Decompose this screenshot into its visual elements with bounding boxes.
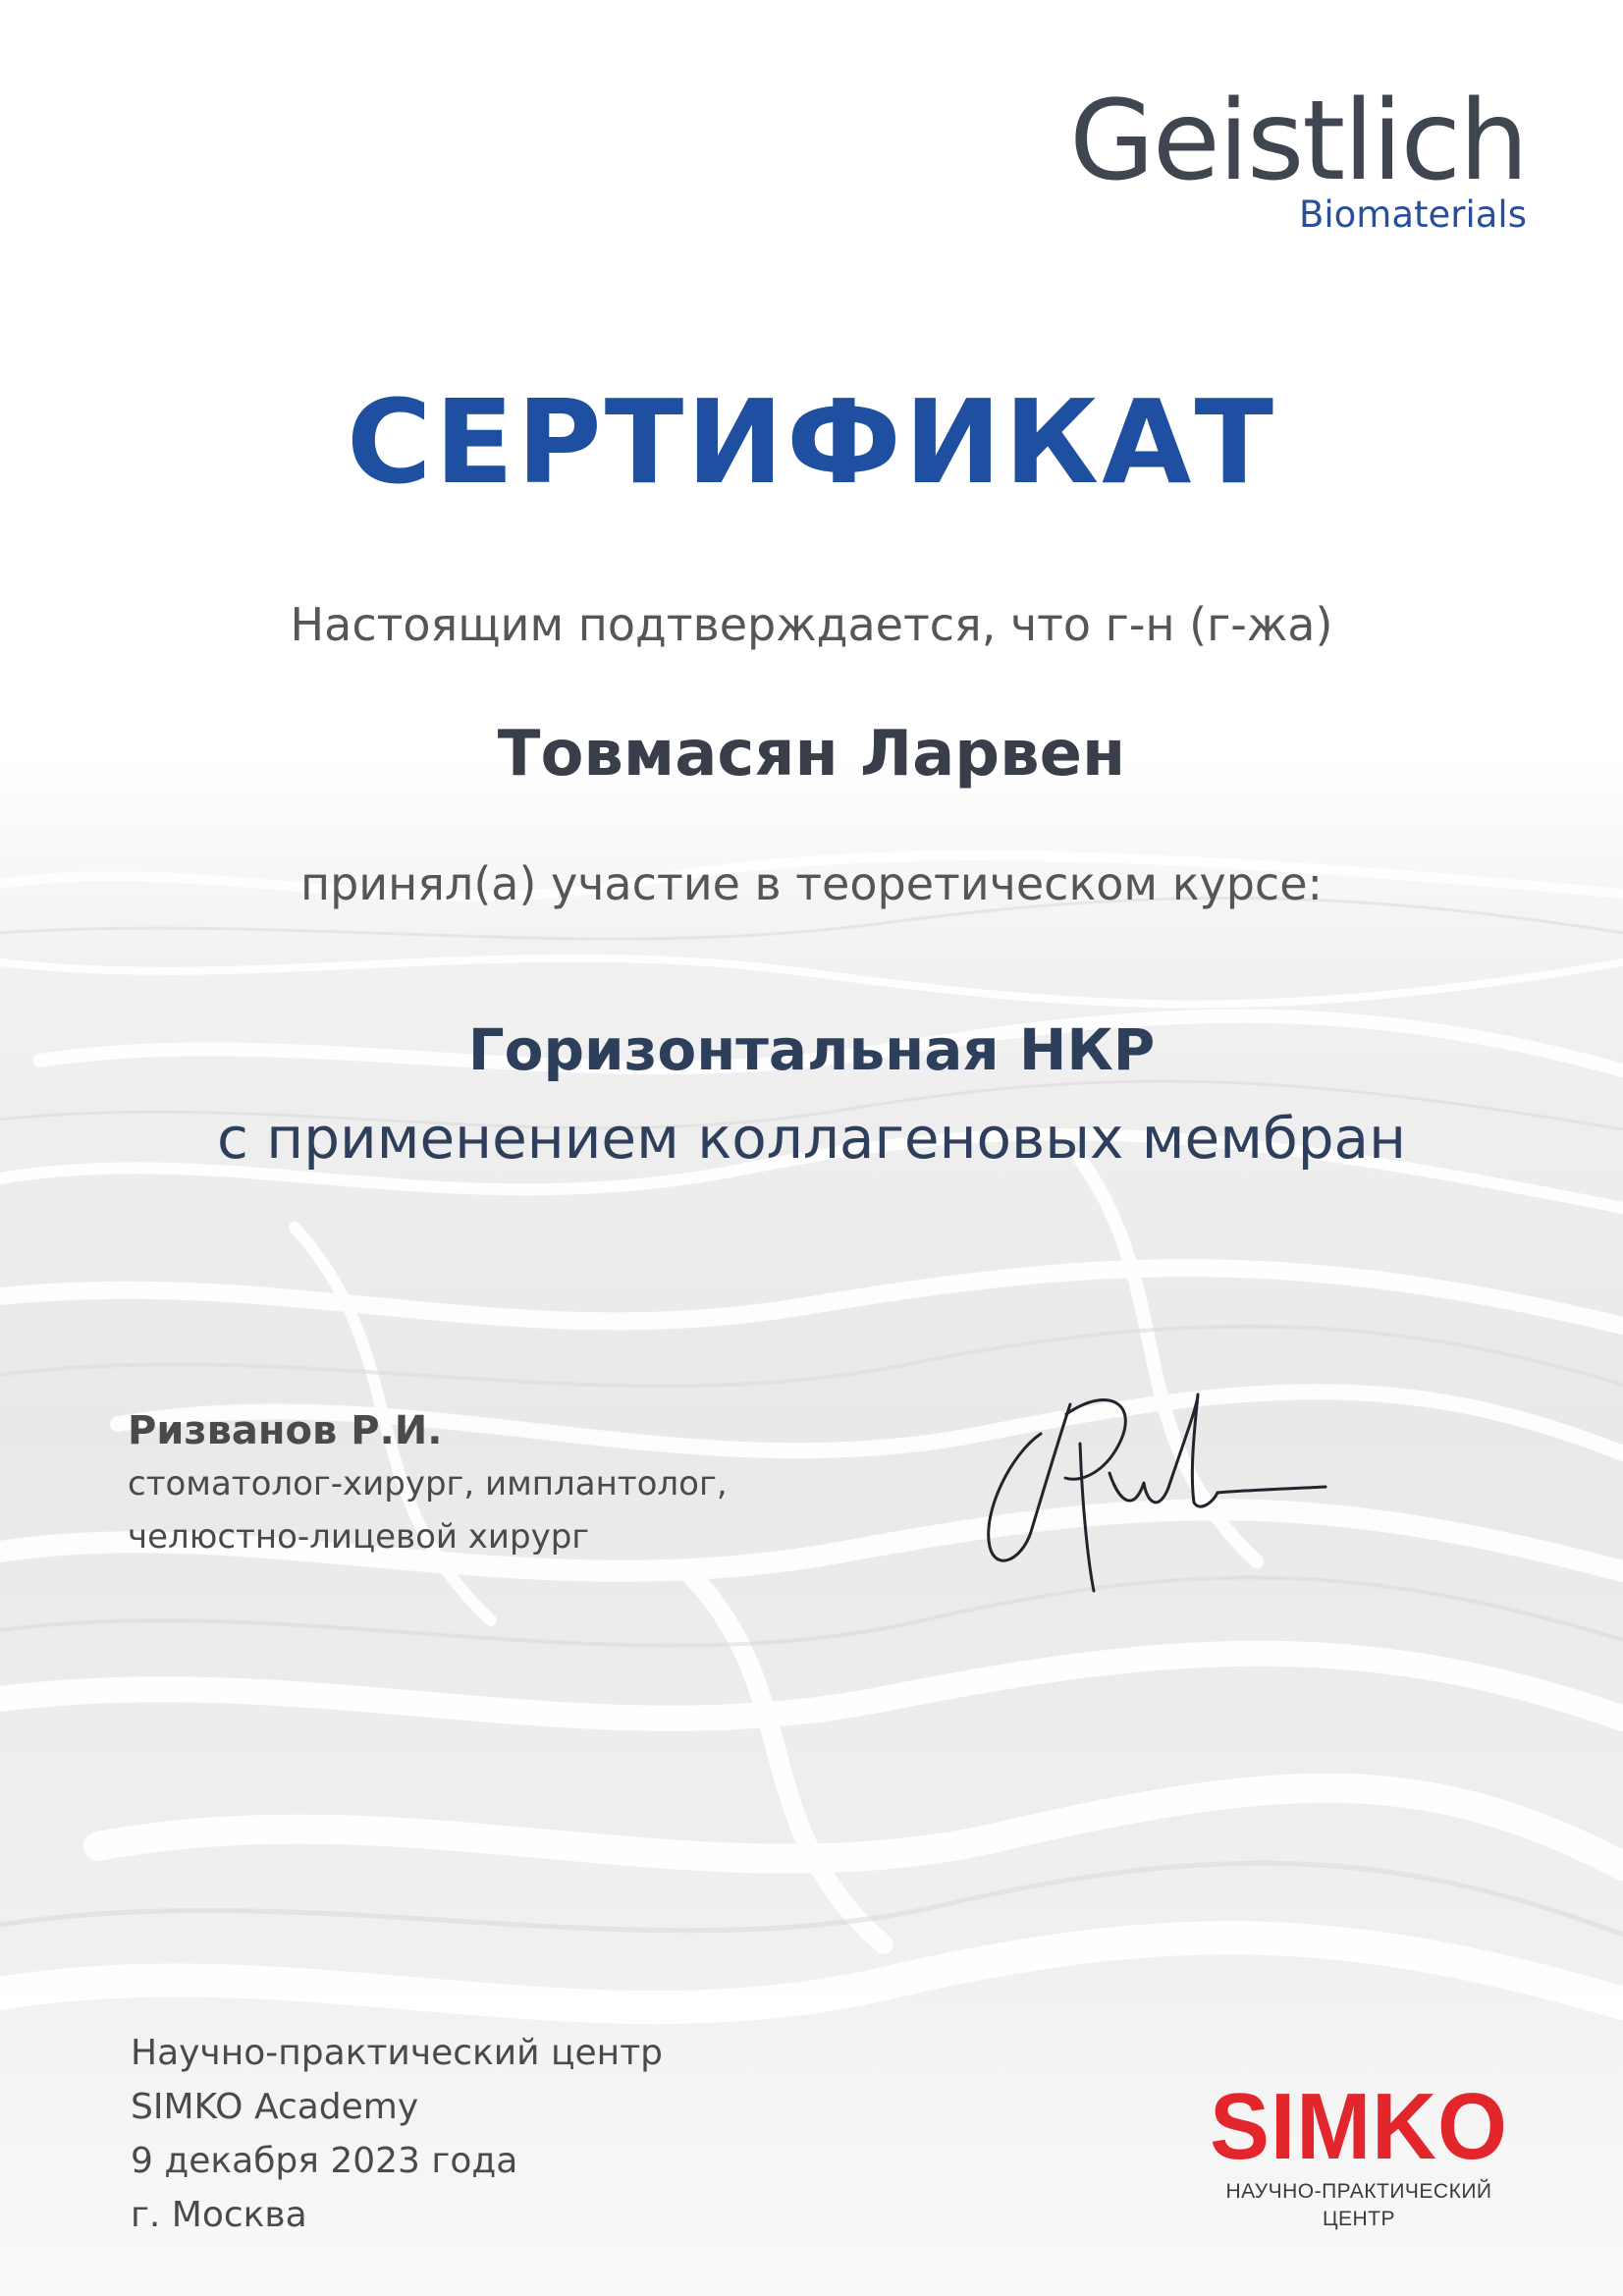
participant-name: Товмасян Ларвен: [497, 718, 1126, 791]
geistlich-logo-wordmark: Geistlich: [1069, 78, 1527, 205]
signature: [972, 1365, 1345, 1601]
geistlich-logo-subtitle: Biomaterials: [1298, 193, 1527, 236]
issuer-organization-line2: SIMKO Academy: [131, 2087, 419, 2127]
participation-text: принял(а) участие в теоретическом курсе:: [300, 857, 1323, 910]
issue-date: 9 декабря 2023 года: [131, 2141, 518, 2181]
lecturer-name: Ризванов Р.И.: [128, 1408, 443, 1453]
issuer-organization-line1: Научно-практический центр: [131, 2033, 664, 2073]
issuer-block: [131, 2026, 663, 2242]
geistlich-logo: [1069, 78, 1527, 236]
simko-logo: [1187, 2074, 1531, 2233]
simko-logo-subtitle: НАУЧНО-ПРАКТИЧЕСКИЙ ЦЕНТР: [1225, 2180, 1492, 2230]
issue-city: г. Москва: [131, 2195, 307, 2235]
lecturer-role-line1: стоматолог-хирург, имплантолог,: [128, 1464, 728, 1503]
lecturer-role-line2: челюстно-лицевой хирург: [128, 1517, 590, 1557]
confirmation-text: Настоящим подтверждается, что г-н (г-жа): [290, 598, 1333, 651]
lecturer-block: [128, 1404, 728, 1563]
certificate-title: СЕРТИФИКАТ: [347, 374, 1276, 510]
simko-logo-wordmark: SIMKO: [1210, 2074, 1508, 2179]
course-title-line1: Горизонтальная НКР: [467, 1016, 1156, 1083]
course-title-line2: с применением коллагеновых мембран: [216, 1105, 1407, 1172]
